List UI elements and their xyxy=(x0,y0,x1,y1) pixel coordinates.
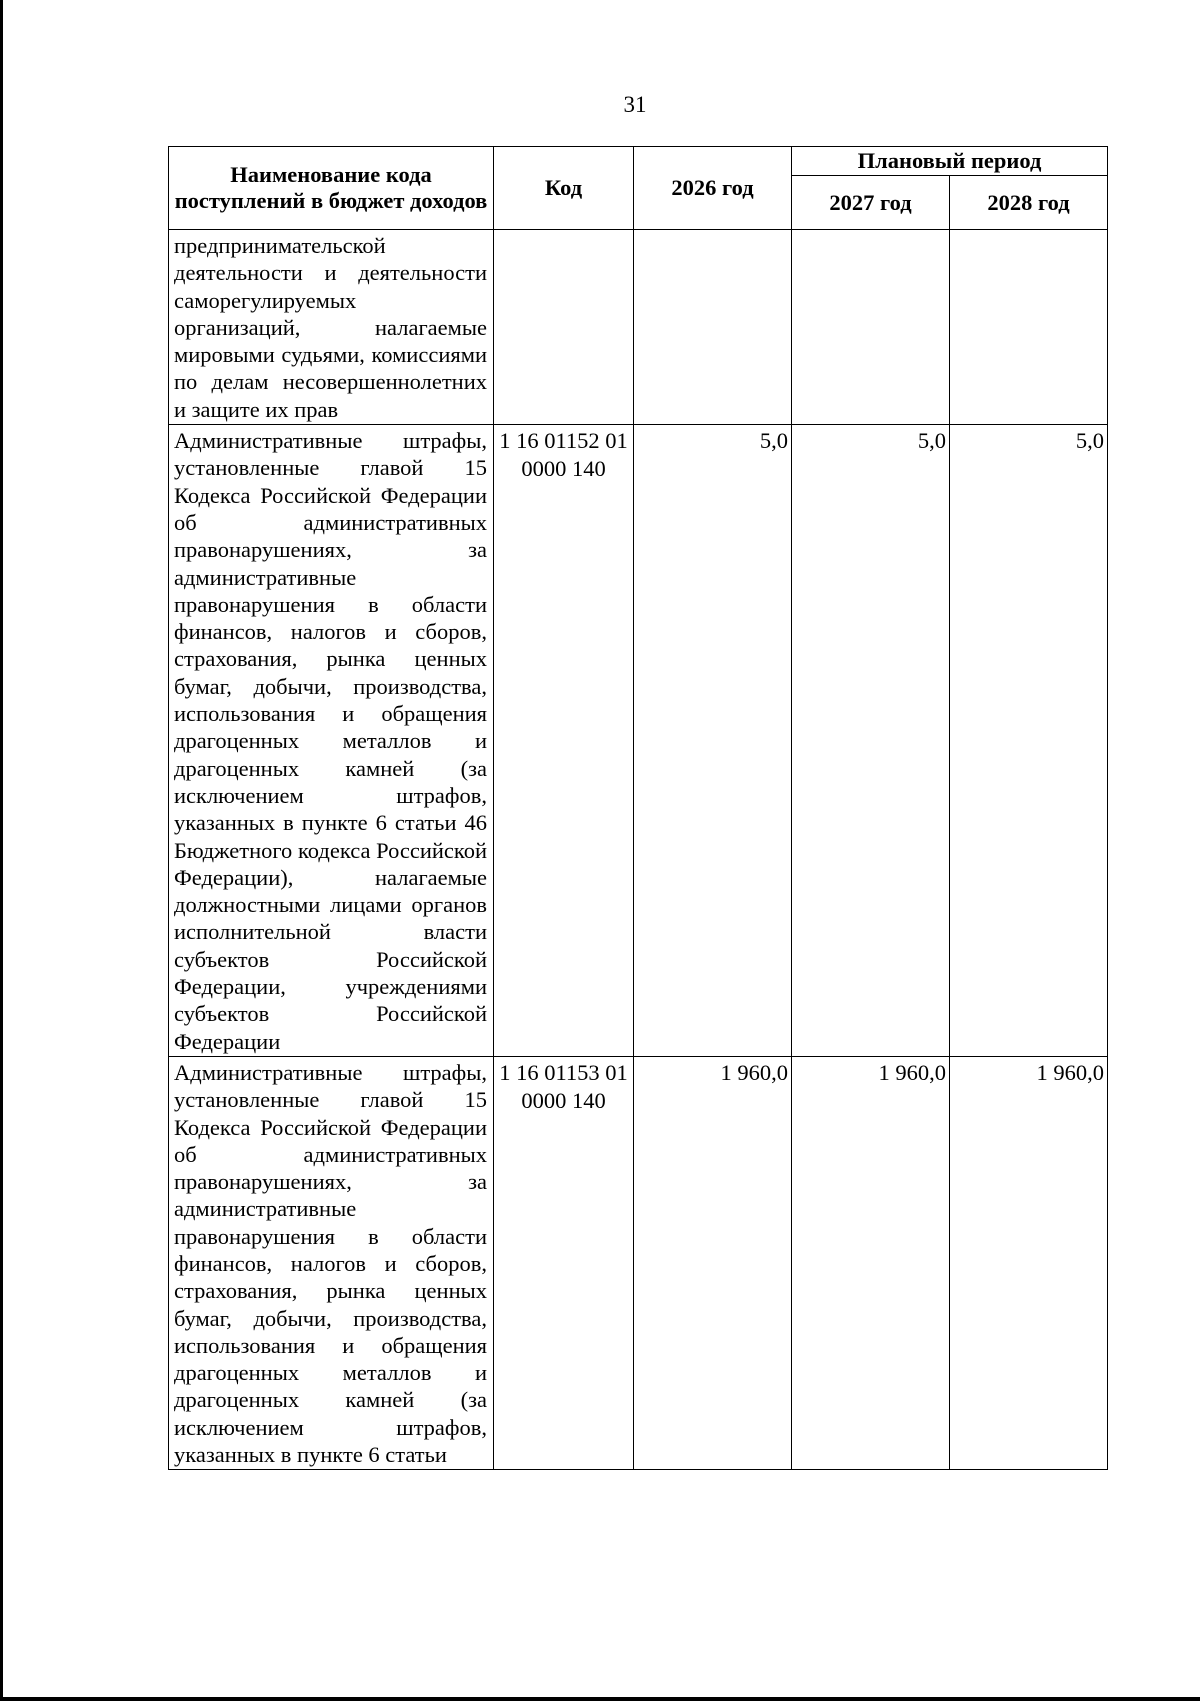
row-code: 1 16 01152 01 0000 140 xyxy=(494,425,634,1057)
row-value-2028: 5,0 xyxy=(950,425,1108,1057)
row-value-2026 xyxy=(634,230,792,425)
row-value-2028 xyxy=(950,230,1108,425)
row-value-2027: 5,0 xyxy=(792,425,950,1057)
header-2028: 2028 год xyxy=(950,176,1108,230)
row-name: предпринимательской деятельности и деятельности саморегулируемых организаций, налагаемые мировыми судьями, комиссиями по делам несовершеннолетних и защите их прав xyxy=(169,230,494,425)
table-row xyxy=(169,425,1108,1057)
row-value-2026: 5,0 xyxy=(634,425,792,1057)
table-row xyxy=(169,230,1108,425)
scan-edge-bottom xyxy=(0,1697,1200,1701)
row-value-2027: 1 960,0 xyxy=(792,1056,950,1469)
row-code xyxy=(494,230,634,425)
row-value-2027 xyxy=(792,230,950,425)
header-2027: 2027 год xyxy=(792,176,950,230)
header-name: Наименование кода поступлений в бюджет доходов xyxy=(169,147,494,230)
row-name: Административные штрафы, установленные главой 15 Кодекса Российской Федерации об административных правонарушениях, за административные правонарушения в области финансов, налогов и сборов, страхования, рынка ценных бумаг, добычи, производства, использования и обращения драгоценных металлов и драгоценных камней (за исключением штрафов, указанных в пункте 6 статьи 46 Бюджетного кодекса Российской Федерации), налагаемые должностными лицами органов исполнительной власти субъектов Российской Федерации, учреждениями субъектов Российской Федерации xyxy=(169,425,494,1057)
row-name: Административные штрафы, установленные главой 15 Кодекса Российской Федерации об административных правонарушениях, за административные правонарушения в области финансов, налогов и сборов, страхования, рынка ценных бумаг, добычи, производства, использования и обращения драгоценных металлов и драгоценных камней (за исключением штрафов, указанных в пункте 6 статьи xyxy=(169,1056,494,1469)
row-value-2026: 1 960,0 xyxy=(634,1056,792,1469)
page-number: 31 xyxy=(623,92,647,117)
header-planned-period: Плановый период xyxy=(792,147,1108,176)
header-2026: 2026 год xyxy=(634,147,792,230)
table-row xyxy=(169,1056,1108,1469)
row-code: 1 16 01153 01 0000 140 xyxy=(494,1056,634,1469)
budget-revenue-table xyxy=(168,146,1108,1470)
header-code: Код xyxy=(494,147,634,230)
scan-edge-left xyxy=(0,0,3,1701)
row-value-2028: 1 960,0 xyxy=(950,1056,1108,1469)
